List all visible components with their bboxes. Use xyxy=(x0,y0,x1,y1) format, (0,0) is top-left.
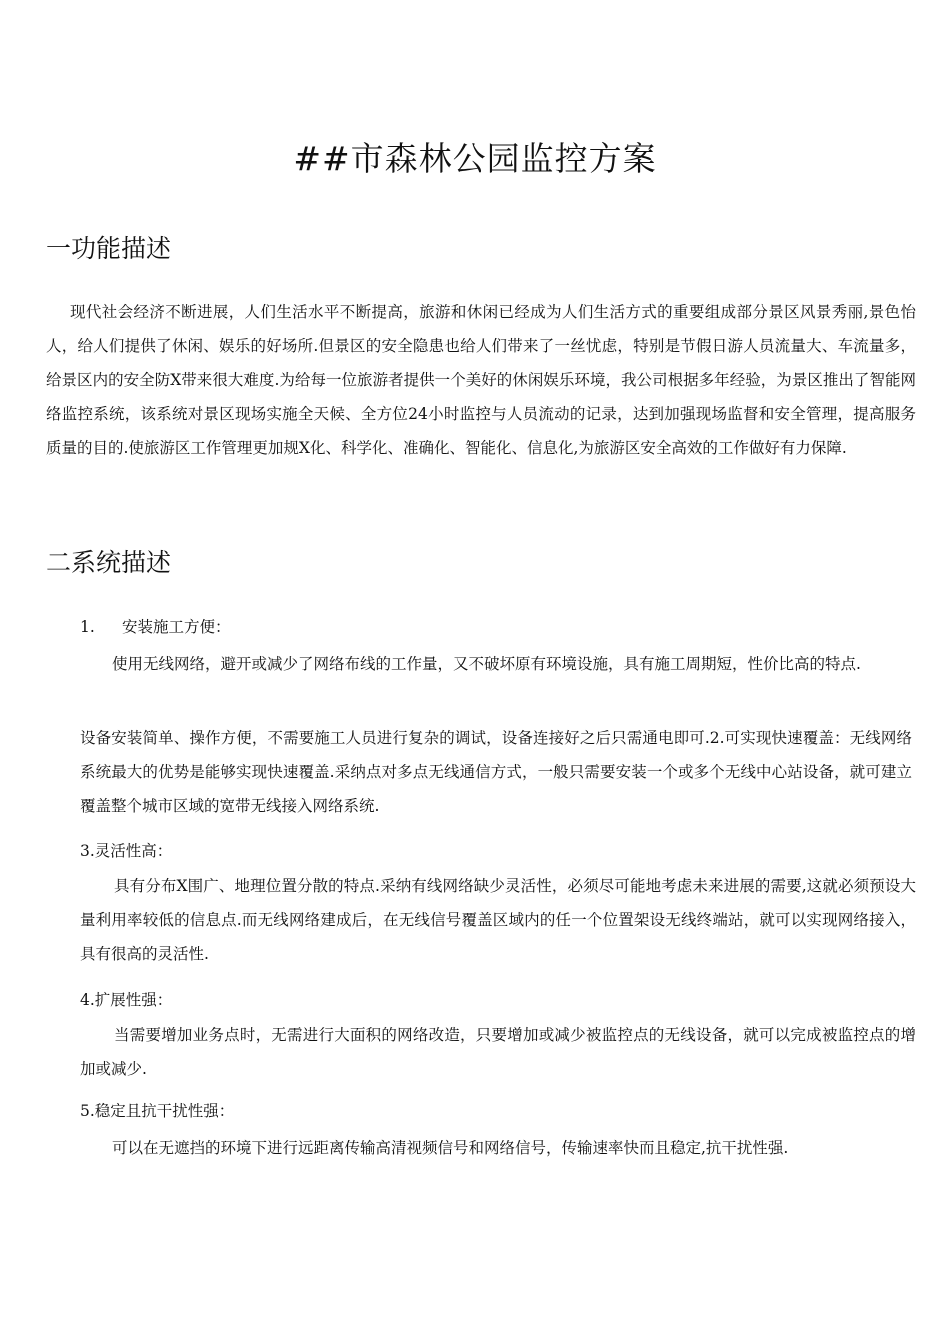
list-item-4-paragraph: 当需要增加业务点时，无需进行大面积的网络改造，只要增加或减少被监控点的无线设备，就可以完成被监控点的增加或减少. xyxy=(80,1026,916,1078)
list-item-4-title: 4.扩展性强： xyxy=(80,991,173,1009)
list-item-1-label: 安装施工方便： xyxy=(122,618,231,636)
list-item-3-paragraph: 具有分布X围广、地理位置分散的特点.采纳有线网络缺少灵活性，必须尽可能地考虑未来进展的需要,这就必须预设大量利用率较低的信息点.而无线网络建成后，在无线信号覆盖区域内的任一个位置架设无线终端站，就可以实现网络接入，具有很高的灵活性. xyxy=(80,877,916,963)
function-description-paragraph: 现代社会经济不断进展，人们生活水平不断提高，旅游和休闲已经成为人们生活方式的重要组成部分景区风景秀丽,景色怡人，给人们提供了休闲、娱乐的好场所.但景区的安全隐患也给人们带来了一丝忧虑，特别是节假日游人员流量大、车流量多，给景区内的安全防X带来很大难度.为给每一位旅游者提供一个美好的休闲娱乐环境，我公司根据多年经验，为景区推出了智能网络监控系统，该系统对景区现场实施全天候、全方位24小时监控与人员流动的记录，达到加强现场监督和安全管理，提高服务质量的目的.使旅游区工作管理更加规X化、科学化、准确化、智能化、信息化,为旅游区安全高效的工作做好有力保障. xyxy=(46,303,916,457)
document-title: ##市森林公园监控方案 xyxy=(293,139,657,178)
section-heading-system: 二系统描述 xyxy=(46,548,172,577)
list-item-1-paragraph-b: 设备安装简单、操作方便，不需要施工人员进行复杂的调试，设备连接好之后只需通电即可.2.可实现快速覆盖：无线网络系统最大的优势是能够实现快速覆盖.采纳点对多点无线通信方式，一般只需要安装一个或多个无线中心站设备，就可建立覆盖整个城市区域的宽带无线接入网络系统. xyxy=(80,729,912,815)
list-item-1-paragraph-a: 使用无线网络，避开或减少了网络布线的工作量，又不破坏原有环境设施，具有施工周期短，性价比高的特点. xyxy=(112,655,861,673)
list-item-1-title xyxy=(80,610,231,644)
list-item-5-title: 5.稳定且抗干扰性强： xyxy=(80,1102,235,1120)
section-heading-function: 一功能描述 xyxy=(46,234,172,263)
list-item-1-number: 1. xyxy=(80,618,95,636)
list-item-3-title: 3.灵活性高： xyxy=(80,842,173,860)
list-item-5-paragraph: 可以在无遮挡的环境下进行远距离传输高清视频信号和网络信号，传输速率快而且稳定,抗干扰性强. xyxy=(112,1139,789,1157)
